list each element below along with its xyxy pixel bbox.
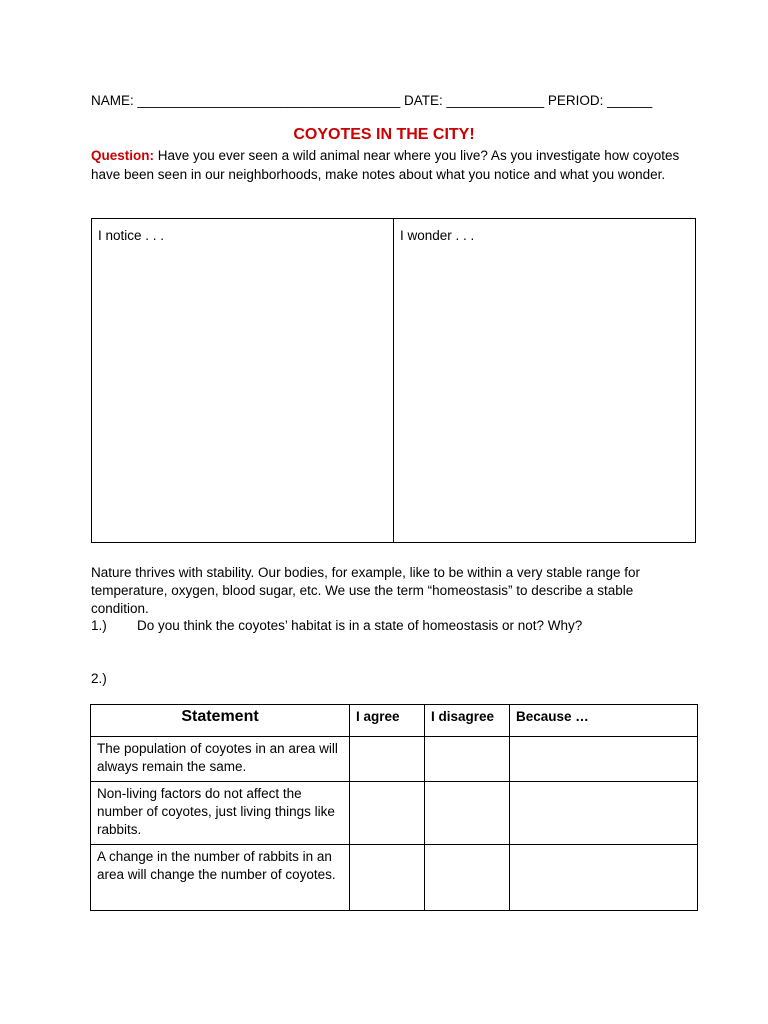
notice-label: I notice . . . bbox=[98, 228, 165, 243]
homeostasis-paragraph: Nature thrives with stability. Our bodies, for example, like to be within a very stable range for temperature, oxygen, blood sugar, etc. We use the term “homeostasis” to describe a stable condition. bbox=[91, 565, 640, 616]
because-cell[interactable] bbox=[510, 737, 698, 782]
agree-cell[interactable] bbox=[350, 782, 425, 845]
question-1 bbox=[91, 618, 691, 633]
disagree-header: I disagree bbox=[425, 705, 510, 737]
agree-cell[interactable] bbox=[350, 737, 425, 782]
because-header: Because … bbox=[510, 705, 698, 737]
agree-header: I agree bbox=[350, 705, 425, 737]
notice-wonder-table bbox=[91, 218, 696, 543]
statement-cell: Non-living factors do not affect the number of coyotes, just living things like rabbits. bbox=[91, 782, 350, 845]
name-date-period-line: NAME: ___________________________________ DATE: _____________ PERIOD: ______ bbox=[91, 93, 653, 108]
question-2-number: 2.) bbox=[91, 671, 107, 686]
because-cell[interactable] bbox=[510, 845, 698, 911]
disagree-cell[interactable] bbox=[425, 737, 510, 782]
because-cell[interactable] bbox=[510, 782, 698, 845]
wonder-column[interactable] bbox=[393, 219, 695, 542]
statements-table bbox=[90, 704, 698, 911]
disagree-cell[interactable] bbox=[425, 782, 510, 845]
notice-column[interactable] bbox=[92, 219, 393, 542]
agree-cell[interactable] bbox=[350, 845, 425, 911]
table-row bbox=[91, 782, 698, 845]
worksheet-title: COYOTES IN THE CITY! bbox=[293, 126, 475, 143]
table-header-row bbox=[91, 705, 698, 737]
table-row bbox=[91, 737, 698, 782]
disagree-cell[interactable] bbox=[425, 845, 510, 911]
question-block bbox=[91, 147, 681, 184]
wonder-label: I wonder . . . bbox=[400, 228, 475, 243]
question-1-number: 1.) bbox=[91, 618, 107, 633]
question-text: Have you ever seen a wild animal near where you live? As you investigate how coyotes have been seen in our neighborhoods, make notes about what you notice and what you wonder. bbox=[91, 148, 680, 182]
table-row bbox=[91, 845, 698, 911]
statement-cell: The population of coyotes in an area will always remain the same. bbox=[91, 737, 350, 782]
statement-cell: A change in the number of rabbits in an area will change the number of coyotes. bbox=[91, 845, 350, 911]
statement-header: Statement bbox=[91, 705, 350, 737]
question-1-text: Do you think the coyotes’ habitat is in a state of homeostasis or not? Why? bbox=[137, 618, 583, 633]
question-label: Question: bbox=[91, 148, 154, 163]
